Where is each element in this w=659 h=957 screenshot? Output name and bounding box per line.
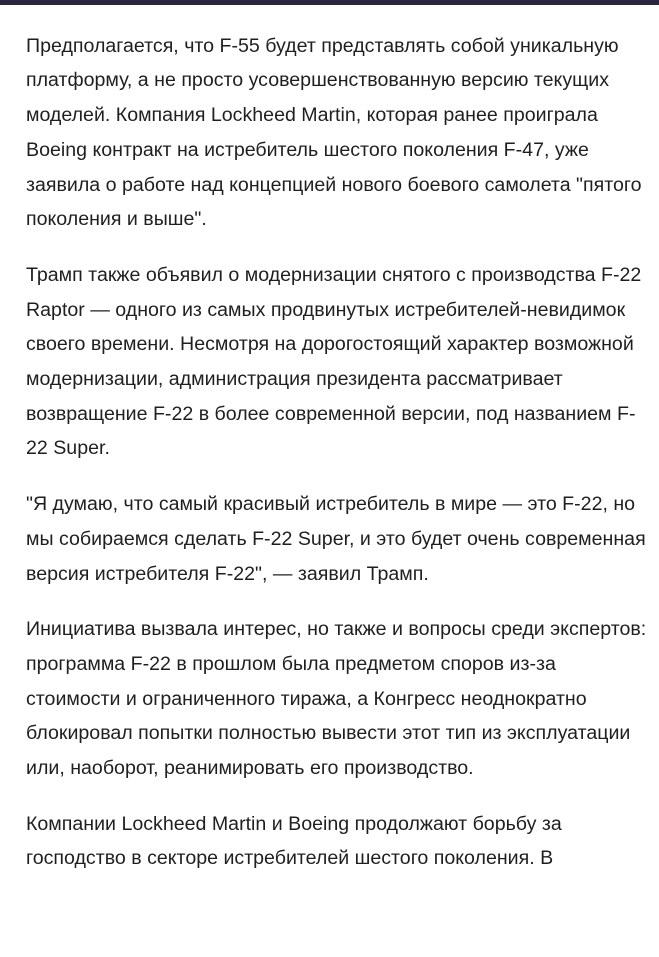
article-paragraph-4: Инициатива вызвала интерес, но также и вопросы среди экспертов: программа F-22 в прошлом была предметом споров из-за стоимости и ограниченного тиража, а Конгресс неоднократно блокировал попытки полностью вывести этот тип из эксплуатации или, наоборот, реанимировать его производство. bbox=[26, 618, 647, 780]
article-paragraph-5: Компании Lockheed Martin и Boeing продолжают борьбу за господство в секторе истребителей шестого поколения. В bbox=[26, 812, 562, 870]
partial-top-line bbox=[26, 0, 648, 8]
article-paragraph-3: "Я думаю, что самый красивый истребитель в мире — это F-22, но мы собираемся сделать F-22 Super, и это будет очень современная версия истребителя F-22", — заявил Трамп. bbox=[26, 493, 646, 585]
article-paragraph-2: Трамп также объявил о модернизации снятого с производства F-22 Raptor — одного из самых продвинутых истребителей-невидимок своего времени. Несмотря на дорогостоящий характер возможной модернизации, администрация президента рассматривает возвращение F-22 в более современной версии, под названием F-22 Super. bbox=[26, 263, 642, 460]
article-paragraph-1: Предполагается, что F-55 будет представлять собой уникальную платформу, а не просто усовершенствованную версию текущих моделей. Компания Lockheed Martin, которая ранее проиграла Boeing контракт на истребитель шестого поколения F-47, уже заявила о работе над концепцией нового боевого самолета "пятого поколения и выше". bbox=[26, 34, 642, 231]
article-body bbox=[26, 0, 648, 897]
